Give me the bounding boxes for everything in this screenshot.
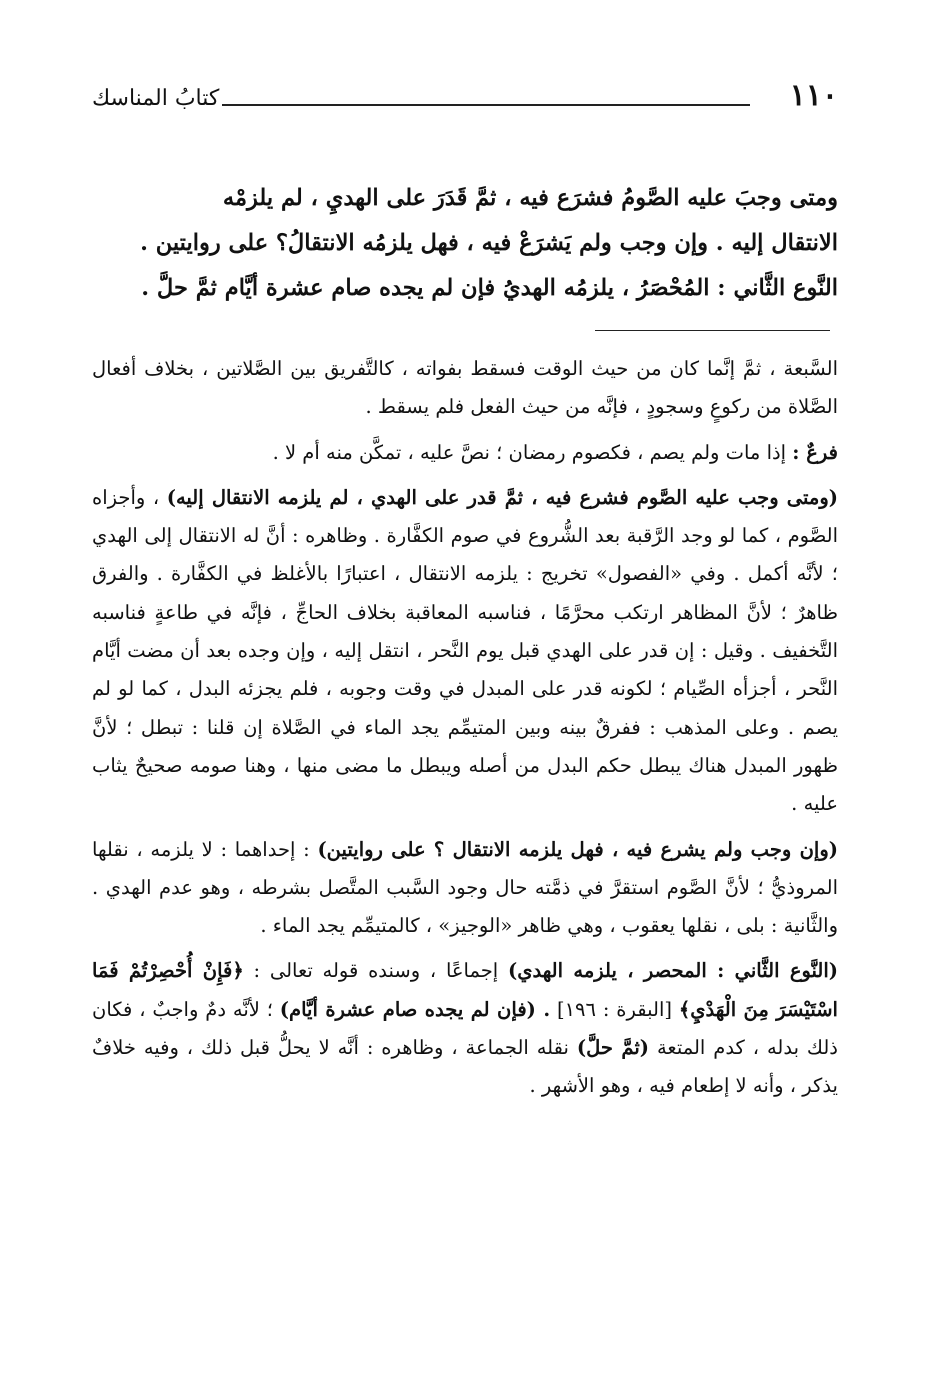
sharh-text: نقله الجماعة ، وظاهره : أنَّه لا يحلُّ قبل ذلك ، وفيه خلافٌ يذكر ، وأنه لا إطعام فيه ، وهو الأشهر . <box>92 1036 838 1098</box>
commentary <box>92 350 838 1106</box>
commentary-paragraph <box>92 952 838 1105</box>
header-rule <box>222 104 750 106</box>
main-text-line: النَّوع الثَّاني : المُحْصَرُ ، يلزمُه الهديُ فإن لم يجده صام عشرة أيَّام ثمَّ حلَّ . <box>141 275 838 301</box>
sharh-text: : إحداهما : لا يلزمه ، نقلها المروذيُّ ؛ لأنَّ الصَّوم استقرَّ في ذمَّته حال وجود السَّبب المتَّصل بشرطه ، وهو عدم الهدي . والثَّانية : بلى ، نقلها يعقوب ، وهي ظاهر «الوجيز» ، كالمتيمِّم يجد الماء . <box>92 837 838 938</box>
matn-quote: . (فإن لم يجده صام عشرة أيَّام) <box>279 997 551 1021</box>
commentary-paragraph <box>92 479 838 824</box>
matn-quote: (وإن وجب ولم يشرع فيه ، فهل يلزمه الانتقال ؟ على روايتين) <box>317 837 838 861</box>
main-text-line: الانتقال إليه . وإن وجب ولم يَشرَعْ فيه ، فهل يلزمُه الانتقالُ؟ على روايتين . <box>140 230 838 256</box>
sharh-text: ، وأجزاه الصَّوم ، كما لو وجد الرَّقبة بعد الشُّروع في صوم الكفَّارة . وظاهره : أنَّ له الانتقال إلى الهدي ؛ لأنَّه أكمل . وفي «الفصول» تخريج : يلزمه الانتقال ، اعتبارًا بالأغلظ في الكفَّارة . والفرق ظاهرٌ ؛ لأنَّ المظاهر ارتكب محرَّمًا ، فناسبه المعاقبة بخلاف الحاجِّ ، فإنَّه في طاعةٍ فناسبه التَّخفيف . وقيل : إن قدر على الهدي قبل يوم النَّحر ، انتقل إليه ، وإن وجده بعد أن مضت أيَّام النَّحر ، أجزأه الصِّيام ؛ لكونه قدر على المبدل في وقت وجوبه ، فلم يجزئه البدل ، كما لو لم يصم . وعلى المذهب : ففرقٌ بينه وبين المتيمِّم يجد الماء في الصَّلاة إن قلنا : تبطل ؛ لأنَّ ظهور المبدل هناك يبطل حكم البدل من أصله ويبطل ما مضى منها ، وهنا صومه صحيحٌ يثاب عليه . <box>92 485 838 816</box>
branch-text: إذا مات ولم يصم ، فكصوم رمضان ؛ نصَّ عليه ، تمكَّن منه أم لا . <box>272 440 787 464</box>
page-number: ١١٠ <box>789 78 838 113</box>
verse-reference: [البقرة : ١٩٦] <box>556 997 672 1021</box>
page-header <box>92 78 838 122</box>
matn-quote: (ثمَّ حلَّ) <box>576 1036 650 1060</box>
sharh-text: إجماعًا ، وسنده قوله تعالى : <box>253 959 499 983</box>
branch-label: فرعٌ : <box>792 440 838 464</box>
main-text-line: ومتى وجبَ عليه الصَّومُ فشرَع فيه ، ثمَّ قَدَرَ على الهديِ ، لم يلزمْه <box>222 185 838 211</box>
footnote-divider <box>595 330 830 331</box>
quran-verse: ﴿فَإِنْ أُحْصِرْتُمْ فَمَا اسْتَيْسَرَ مِنَ الْهَدْيِ﴾ <box>92 959 838 1021</box>
commentary-paragraph: السَّبعة ، ثمَّ إنَّما كان من حيث الوقت فسقط بفواته ، كالتَّفريق بين الصَّلاتين ، بخلاف أفعال الصَّلاة من ركوعٍ وسجودٍ ، فإنَّه من حيث الفعل فلم يسقط . <box>92 357 838 419</box>
main-text <box>92 176 838 311</box>
book-title: كتابُ المناسك <box>92 86 220 111</box>
commentary-paragraph <box>92 434 838 472</box>
commentary-paragraph <box>92 831 838 946</box>
sharh-text: ؛ لأنَّه دمٌ واجبٌ ، فكان ذلك بدله ، كدم المتعة <box>92 997 838 1060</box>
matn-quote: (النَّوع الثَّاني : المحصر ، يلزمه الهدي) <box>507 959 839 983</box>
matn-quote: (ومتى وجب عليه الصَّوم فشرع فيه ، ثمَّ قدر على الهدي ، لم يلزمه الانتقال إليه) <box>166 485 838 509</box>
